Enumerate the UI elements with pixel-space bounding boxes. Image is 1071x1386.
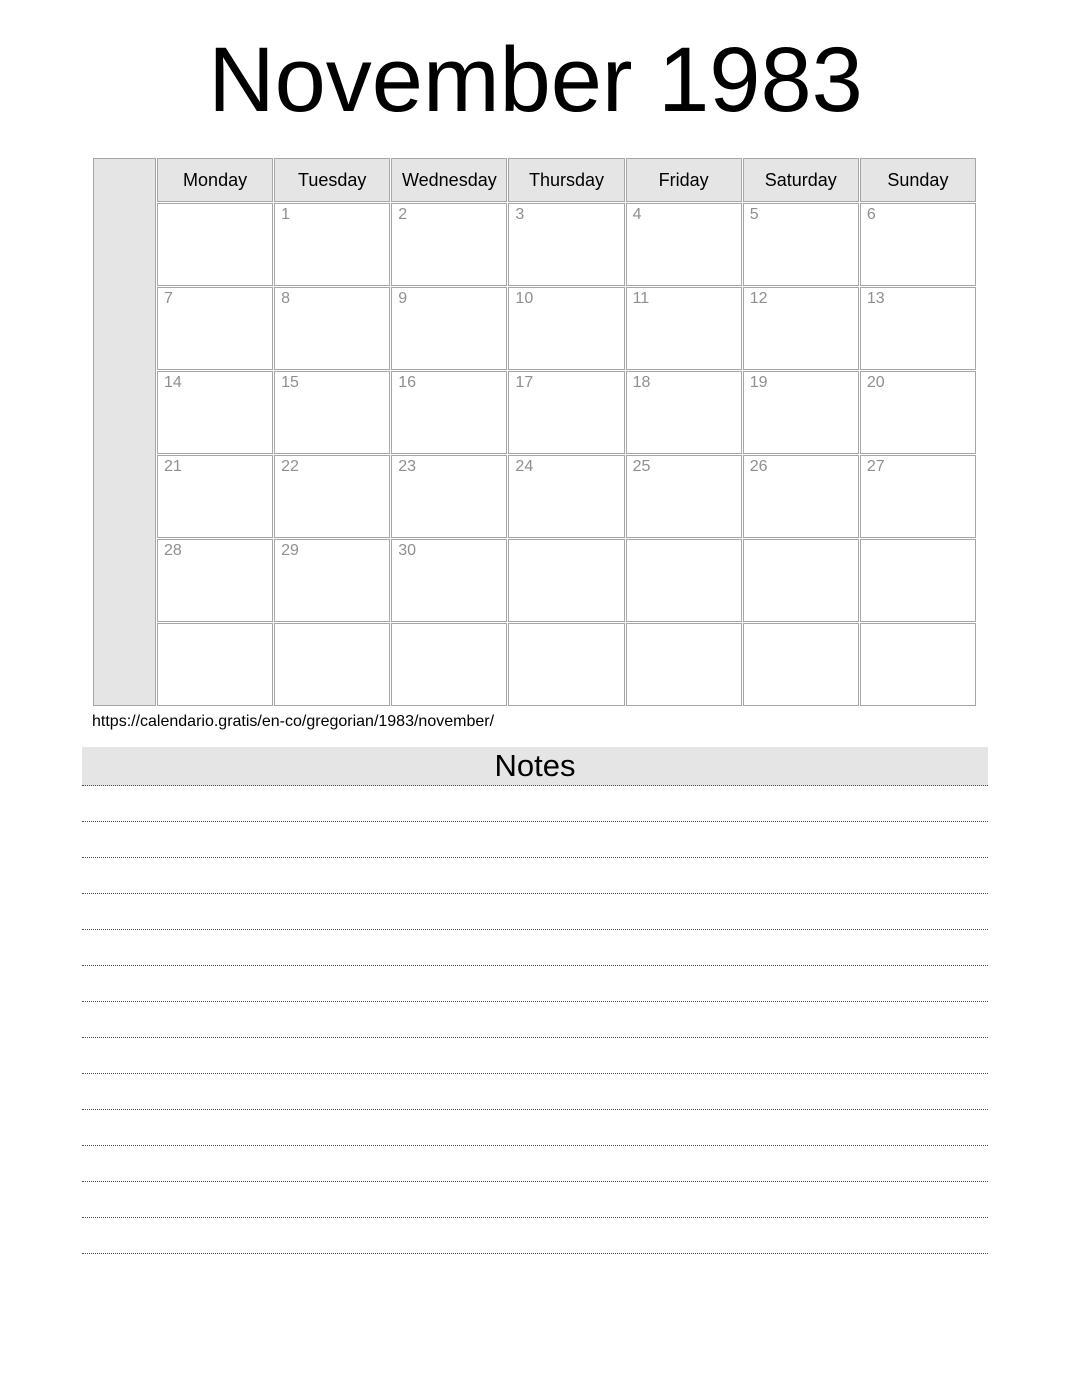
week-row [93,203,976,286]
calendar-table [92,157,977,707]
note-line [82,1218,988,1254]
day-cell-7: 7 [157,287,273,370]
day-header-thursday: Thursday [508,158,624,202]
week-row [93,287,976,370]
day-cell-6: 6 [860,203,976,286]
day-cell-12: 12 [743,287,859,370]
day-cell-26: 26 [743,455,859,538]
day-cell-9: 9 [391,287,507,370]
month-spacer-cell [93,158,156,706]
day-cell-30: 30 [391,539,507,622]
day-cell-13: 13 [860,287,976,370]
day-cell-17: 17 [508,371,624,454]
day-cell-29: 29 [274,539,390,622]
week-row [93,371,976,454]
day-cell-empty [860,539,976,622]
day-cell-18: 18 [626,371,742,454]
day-cell-3: 3 [508,203,624,286]
day-cell-5: 5 [743,203,859,286]
day-cell-28: 28 [157,539,273,622]
day-cell-20: 20 [860,371,976,454]
note-line [82,786,988,822]
day-cell-2: 2 [391,203,507,286]
note-line [82,1110,988,1146]
day-cell-empty [626,623,742,706]
day-cell-empty [860,623,976,706]
notes-title-bar [82,747,988,786]
notes-title: Notes [494,748,576,783]
notes-ruled-lines [82,786,988,1254]
source-url: https://calendario.gratis/en-co/gregorian/1983/november/ [92,713,495,730]
day-cell-19: 19 [743,371,859,454]
note-line [82,894,988,930]
day-header-wednesday: Wednesday [391,158,507,202]
day-cell-25: 25 [626,455,742,538]
day-cell-empty [157,203,273,286]
day-header-monday: Monday [157,158,273,202]
day-cell-1: 1 [274,203,390,286]
note-line [82,966,988,1002]
day-cell-14: 14 [157,371,273,454]
day-cell-empty [626,539,742,622]
day-cell-16: 16 [391,371,507,454]
day-cell-15: 15 [274,371,390,454]
day-cell-empty [743,623,859,706]
note-line [82,1074,988,1110]
day-cell-empty [274,623,390,706]
day-header-tuesday: Tuesday [274,158,390,202]
note-line [82,858,988,894]
day-header-saturday: Saturday [743,158,859,202]
note-line [82,930,988,966]
day-cell-empty [508,623,624,706]
note-line [82,1182,988,1218]
day-cell-empty [157,623,273,706]
page-title: November 1983 [208,29,863,131]
day-cell-24: 24 [508,455,624,538]
day-cell-27: 27 [860,455,976,538]
week-row [93,455,976,538]
day-cell-4: 4 [626,203,742,286]
note-line [82,1038,988,1074]
day-header-sunday: Sunday [860,158,976,202]
note-line [82,822,988,858]
day-cell-23: 23 [391,455,507,538]
calendar-header-row [93,158,976,202]
day-cell-11: 11 [626,287,742,370]
day-cell-10: 10 [508,287,624,370]
day-cell-empty [743,539,859,622]
day-cell-empty [508,539,624,622]
day-cell-21: 21 [157,455,273,538]
day-cell-empty [391,623,507,706]
day-cell-8: 8 [274,287,390,370]
week-row [93,623,976,706]
note-line [82,1146,988,1182]
day-cell-22: 22 [274,455,390,538]
note-line [82,1002,988,1038]
day-header-friday: Friday [626,158,742,202]
week-row [93,539,976,622]
